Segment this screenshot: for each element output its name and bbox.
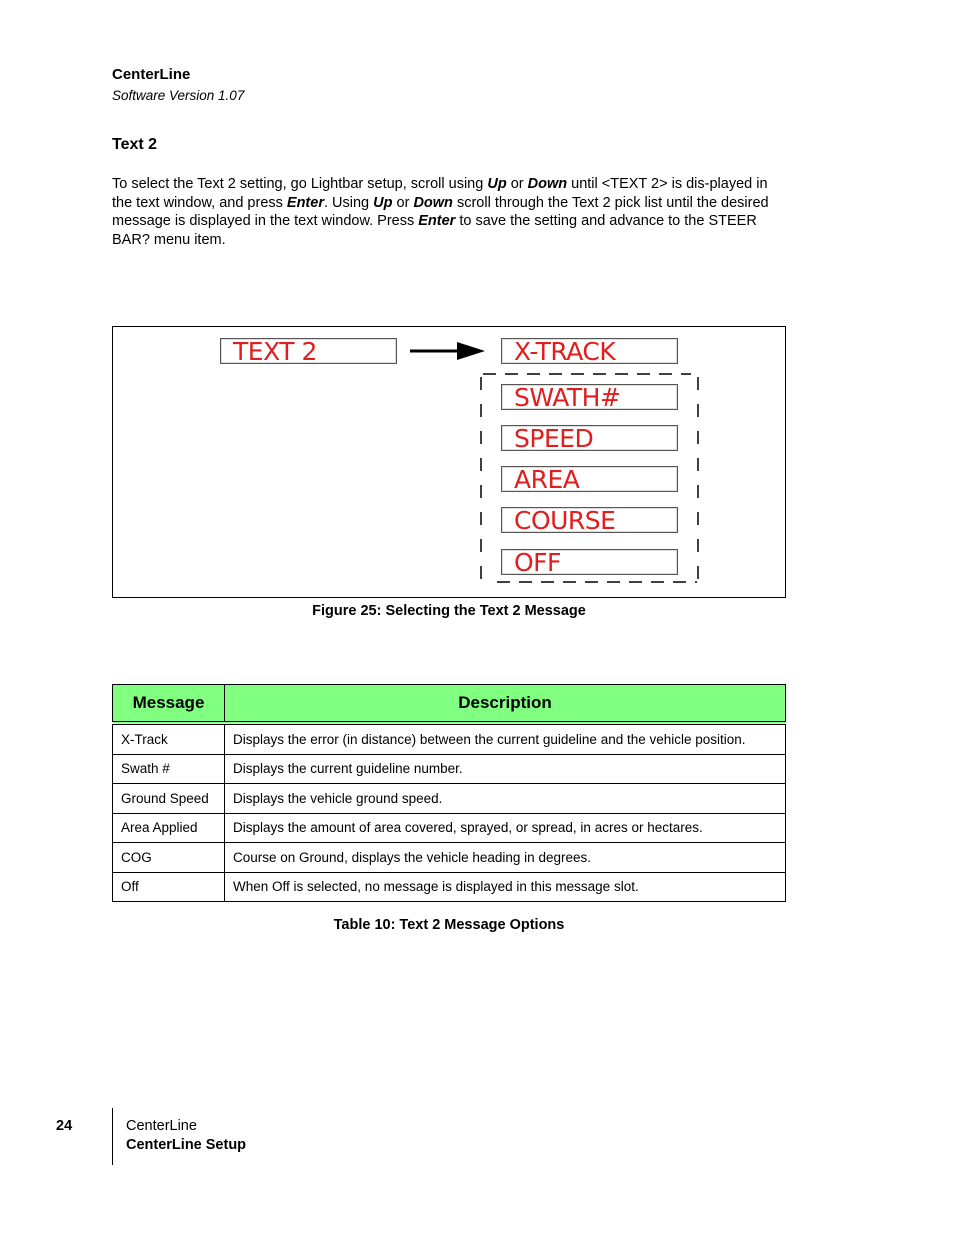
lcd-option-1: SWATH# bbox=[501, 384, 678, 410]
key-term: Up bbox=[487, 176, 507, 192]
section-title: Text 2 bbox=[112, 136, 158, 153]
cell-description: Course on Ground, displays the vehicle heading in degrees. bbox=[225, 843, 786, 873]
text-run: or bbox=[392, 194, 414, 211]
lcd-option-0: X-TRACK bbox=[501, 338, 678, 364]
cell-message: Ground Speed bbox=[113, 784, 225, 814]
text-run: to save the setting and advance to the STEER BAR? menu item. bbox=[112, 213, 757, 249]
lcd-option-3: AREA bbox=[501, 466, 678, 492]
table-header-row bbox=[113, 685, 786, 724]
table-row bbox=[113, 784, 786, 814]
text-run: or bbox=[506, 176, 528, 192]
cell-message: Swath # bbox=[113, 754, 225, 784]
cell-description: When Off is selected, no message is displayed in this message slot. bbox=[225, 872, 786, 902]
footer-product: CenterLine bbox=[126, 1118, 197, 1134]
lcd-text2: TEXT 2 bbox=[220, 338, 397, 364]
lcd-option-5: OFF bbox=[501, 549, 678, 575]
footer-divider bbox=[112, 1108, 113, 1165]
key-term: Up bbox=[373, 194, 393, 211]
key-term: Down bbox=[527, 176, 568, 192]
table-caption: Table 10: Text 2 Message Options bbox=[333, 917, 565, 933]
cell-message: COG bbox=[113, 843, 225, 873]
text-run: . Using bbox=[323, 194, 374, 211]
lcd-option-2: SPEED bbox=[501, 425, 678, 451]
col-header-description: Description bbox=[225, 685, 786, 724]
cell-message: Off bbox=[113, 872, 225, 902]
text-run: To select the Text 2 setting, go Lightbar setup, scroll using bbox=[112, 176, 488, 192]
table-row bbox=[113, 843, 786, 873]
text-run: until <TEXT 2> is dis-played in the text window, and press bbox=[112, 176, 768, 211]
arrow-right-icon bbox=[113, 327, 785, 597]
page-number: 24 bbox=[56, 1118, 73, 1134]
figure-lightbar-text2 bbox=[112, 326, 786, 598]
instructions-paragraph bbox=[112, 175, 782, 250]
header-subtitle: Software Version 1.07 bbox=[112, 88, 245, 103]
figure-caption: Figure 25: Selecting the Text 2 Message bbox=[312, 603, 586, 619]
cell-description: Displays the error (in distance) between the current guideline and the vehicle position. bbox=[225, 723, 786, 754]
table-row bbox=[113, 872, 786, 902]
key-term: Enter bbox=[286, 194, 324, 211]
cell-message: X-Track bbox=[113, 723, 225, 754]
key-term: Down bbox=[413, 194, 453, 211]
table-row bbox=[113, 813, 786, 843]
message-options-table bbox=[112, 684, 786, 902]
cell-description: Displays the vehicle ground speed. bbox=[225, 784, 786, 814]
footer-chapter: CenterLine Setup bbox=[126, 1137, 247, 1153]
table-row bbox=[113, 723, 786, 754]
col-header-message: Message bbox=[113, 685, 225, 724]
table-row bbox=[113, 754, 786, 784]
header-title: CenterLine bbox=[112, 66, 191, 83]
lcd-option-4: COURSE bbox=[501, 507, 678, 533]
cell-description: Displays the current guideline number. bbox=[225, 754, 786, 784]
cell-description: Displays the amount of area covered, sprayed, or spread, in acres or hectares. bbox=[225, 813, 786, 843]
cell-message: Area Applied bbox=[113, 813, 225, 843]
key-term: Enter bbox=[418, 213, 456, 230]
text-run: scroll through the Text 2 pick list until the desired message is displayed in the text window. Press bbox=[112, 194, 769, 230]
